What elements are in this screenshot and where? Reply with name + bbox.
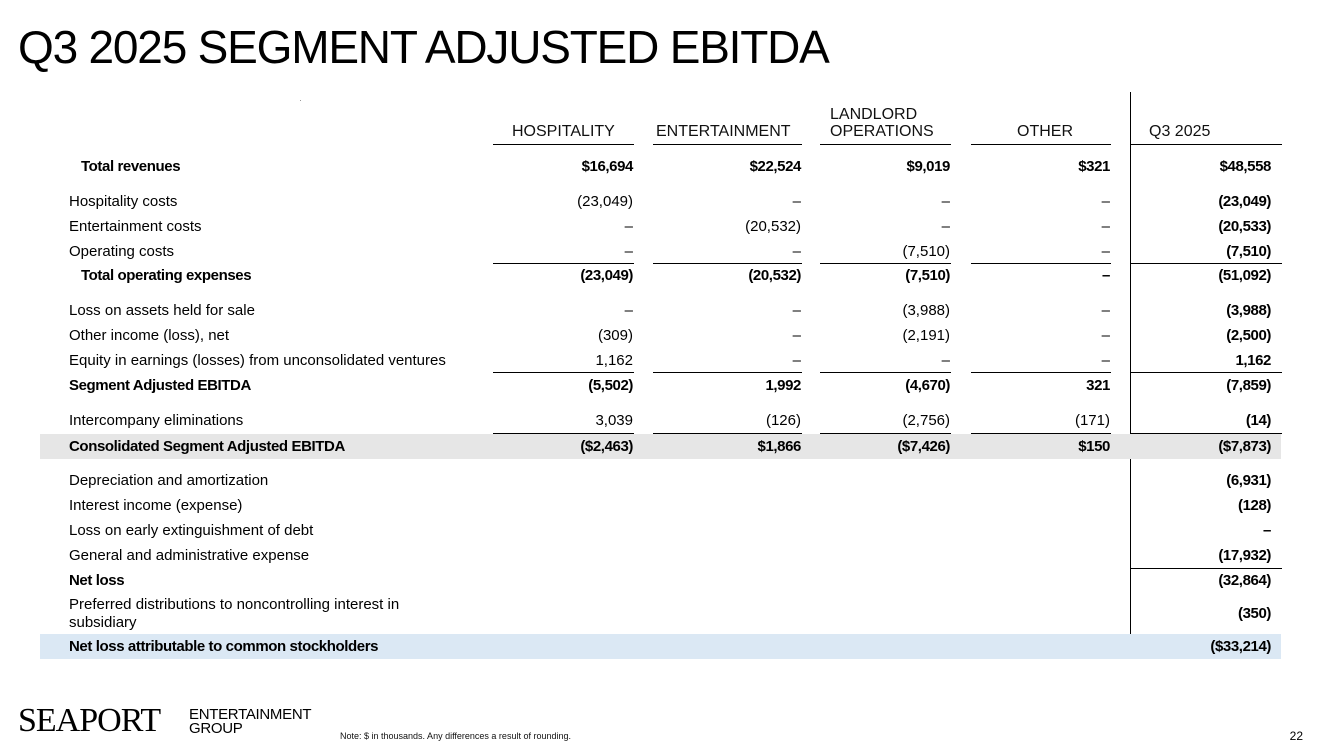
row-label: Interest income (expense) — [69, 497, 243, 514]
table-row — [40, 518, 1281, 543]
row-label-line1: Preferred distributions to noncontrolling interest in — [69, 596, 400, 613]
cell-landlord: (2,756) — [902, 412, 950, 429]
table-row — [40, 373, 1281, 398]
cell-q3: (51,092) — [1218, 267, 1271, 284]
cell-other: – — [1101, 352, 1110, 369]
cell-landlord: – — [941, 193, 950, 210]
header-underline — [820, 144, 951, 145]
page-title: Q3 2025 SEGMENT ADJUSTED EBITDA — [18, 21, 829, 73]
cell-entertainment: (20,532) — [748, 267, 801, 284]
table-row — [40, 189, 1281, 214]
row-label: Net loss attributable to common stockholders — [69, 638, 379, 655]
header-underline — [1131, 144, 1282, 145]
header-underline — [971, 144, 1111, 145]
page-number: 22 — [1289, 729, 1303, 743]
cell-landlord: – — [941, 218, 950, 235]
company-logo-subtitle — [189, 708, 311, 736]
row-label: General and administrative expense — [69, 547, 310, 564]
table-row — [40, 214, 1281, 239]
header-underline — [493, 144, 634, 145]
col-header-landlord-line1: LANDLORD — [830, 106, 918, 123]
cell-hospitality: (23,049) — [577, 193, 633, 210]
row-label: Consolidated Segment Adjusted EBITDA — [69, 438, 345, 455]
col-header-hospitality: HOSPITALITY — [512, 123, 615, 140]
table-row — [40, 594, 1281, 634]
cell-entertainment: – — [792, 193, 801, 210]
row-label: Loss on assets held for sale — [69, 302, 255, 319]
cell-entertainment: (20,532) — [745, 218, 801, 235]
row-label: Entertainment costs — [69, 218, 202, 235]
table-row — [40, 568, 1281, 593]
cell-q3: (2,500) — [1226, 327, 1271, 344]
cell-hospitality: 1,162 — [595, 352, 633, 369]
cell-hospitality: (309) — [597, 327, 633, 344]
cell-q3: (17,932) — [1218, 547, 1271, 564]
col-header-landlord-line2: OPERATIONS — [830, 123, 934, 140]
table-row-highlighted — [40, 634, 1281, 659]
footnote: Note: $ in thousands. Any differences a result of rounding. — [340, 731, 571, 741]
cell-entertainment: – — [792, 352, 801, 369]
row-label: Intercompany eliminations — [69, 412, 244, 429]
cell-other: – — [1102, 267, 1110, 284]
row-label: Other income (loss), net — [69, 327, 230, 344]
cell-q3: (350) — [1237, 605, 1271, 622]
cell-entertainment: $22,524 — [749, 158, 801, 175]
cell-other: $321 — [1078, 158, 1110, 175]
cell-other: – — [1101, 193, 1110, 210]
cell-hospitality: $16,694 — [581, 158, 633, 175]
cell-other: – — [1101, 243, 1110, 260]
cell-q3: (14) — [1245, 412, 1271, 429]
cell-other: (171) — [1074, 412, 1110, 429]
cell-other: – — [1101, 327, 1110, 344]
cell-landlord: (2,191) — [902, 327, 950, 344]
cell-other: $150 — [1078, 438, 1110, 455]
cell-q3: (20,533) — [1218, 218, 1271, 235]
cell-landlord: (4,670) — [905, 377, 950, 394]
table-row — [40, 298, 1281, 323]
table-row — [40, 408, 1281, 433]
cell-q3: – — [1263, 522, 1271, 539]
table-row-highlighted — [40, 434, 1281, 459]
cell-hospitality: – — [624, 302, 633, 319]
row-label: Hospitality costs — [69, 193, 178, 210]
table-row — [40, 154, 1281, 179]
table-row — [40, 348, 1281, 373]
table-row — [40, 468, 1281, 493]
cell-q3: (128) — [1237, 497, 1271, 514]
decorative-dot — [300, 100, 301, 101]
row-label: Equity in earnings (losses) from unconsolidated ventures — [69, 352, 446, 369]
cell-q3: ($7,873) — [1218, 438, 1271, 455]
cell-entertainment: – — [792, 243, 801, 260]
row-label-line2: subsidiary — [69, 614, 137, 631]
logo-sub-line2: GROUP — [189, 720, 243, 737]
cell-hospitality: 3,039 — [595, 412, 633, 429]
cell-q3: $48,558 — [1219, 158, 1271, 175]
row-label: Total operating expenses — [81, 267, 252, 284]
row-label: Total revenues — [81, 158, 181, 175]
cell-other: – — [1101, 218, 1110, 235]
col-header-entertainment: ENTERTAINMENT — [656, 123, 791, 140]
cell-landlord: $9,019 — [906, 158, 950, 175]
table-row — [40, 323, 1281, 348]
row-label: Operating costs — [69, 243, 175, 260]
cell-q3: (7,510) — [1226, 243, 1271, 260]
cell-entertainment: $1,866 — [757, 438, 801, 455]
table-row — [40, 263, 1281, 288]
cell-q3: (32,864) — [1218, 572, 1271, 589]
cell-landlord: (3,988) — [902, 302, 950, 319]
cell-q3: (3,988) — [1226, 302, 1271, 319]
cell-entertainment: – — [792, 327, 801, 344]
cell-landlord: ($7,426) — [897, 438, 950, 455]
company-logo: SEAPORT — [18, 702, 161, 739]
cell-hospitality: ($2,463) — [580, 438, 633, 455]
row-label: Loss on early extinguishment of debt — [69, 522, 314, 539]
cell-entertainment: 1,992 — [765, 377, 801, 394]
cell-entertainment: (126) — [765, 412, 801, 429]
cell-q3: 1,162 — [1235, 352, 1271, 369]
cell-q3: ($33,214) — [1210, 638, 1271, 655]
cell-q3: (7,859) — [1226, 377, 1271, 394]
cell-landlord: – — [941, 352, 950, 369]
cell-q3: (6,931) — [1226, 472, 1271, 489]
cell-other: 321 — [1086, 377, 1110, 394]
logo-sub-line1: ENTERTAINMENT — [189, 706, 312, 723]
col-header-other: OTHER — [1017, 123, 1073, 140]
cell-hospitality: – — [624, 218, 633, 235]
cell-landlord: (7,510) — [902, 243, 950, 260]
row-label: Net loss — [69, 572, 125, 589]
col-header-q3-2025: Q3 2025 — [1149, 123, 1211, 140]
cell-q3: (23,049) — [1218, 193, 1271, 210]
table-row — [40, 543, 1281, 568]
cell-hospitality: (23,049) — [580, 267, 633, 284]
table-row — [40, 239, 1281, 264]
cell-entertainment: – — [792, 302, 801, 319]
row-label: Depreciation and amortization — [69, 472, 269, 489]
row-label: Segment Adjusted EBITDA — [69, 377, 251, 394]
cell-landlord: (7,510) — [905, 267, 950, 284]
header-underline — [653, 144, 802, 145]
cell-other: – — [1101, 302, 1110, 319]
cell-hospitality: (5,502) — [588, 377, 633, 394]
cell-hospitality: – — [624, 243, 633, 260]
table-row — [40, 493, 1281, 518]
